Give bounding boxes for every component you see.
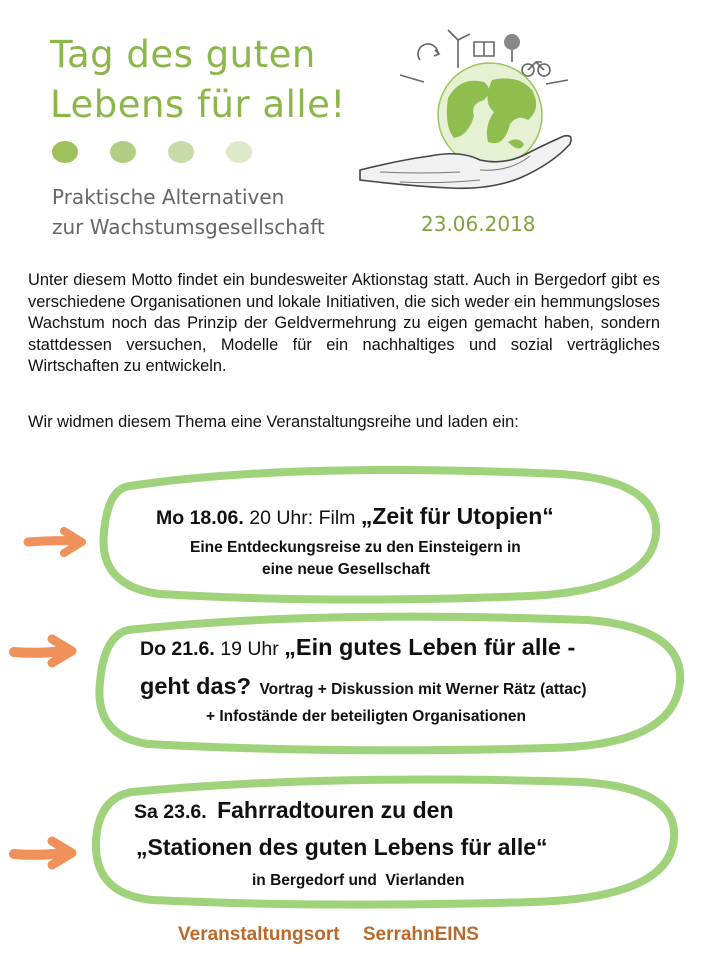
venue-name: SerrahnEINS <box>362 924 479 945</box>
event-1-time: 20 Uhr: <box>249 507 314 529</box>
venue-label: Veranstaltungsort <box>178 924 340 945</box>
event-2-title-line-1: „Ein gutes Leben für alle - <box>284 634 576 660</box>
event-1-day: Mo 18.06. <box>156 507 244 529</box>
intro-paragraph: Unter diesem Motto findet ein bundesweiter Aktionstag statt. Auch in Bergedorf gibt es verschiedene Organisationen und lokale Initiativen, die sich weder ein hemmungsloses Wachstum noch das Prinzip der Geldvermehrung zu eigen gemacht haben, sondern stattdessen versuchen, Modelle für ein nachhaltiges und sozial verträgliches Wirtschaften zu entwickeln. <box>28 271 660 375</box>
event-1-heading <box>156 503 554 530</box>
event-date: 23.06.2018 <box>421 212 536 236</box>
subtitle-line-1: Praktische Alternativen <box>52 185 285 209</box>
event-2-line-2 <box>140 673 587 700</box>
event-2-title-line-2: geht das? <box>140 673 251 699</box>
dot-3 <box>168 141 194 163</box>
event-1-desc-line-1: Eine Entdeckungsreise zu den Einsteigern in <box>190 539 521 556</box>
title-line-2: Lebens für alle! <box>50 83 346 126</box>
event-1-title: „Zeit für Utopien“ <box>360 503 554 529</box>
event-3-title-line-1: Fahrradtouren zu den <box>217 797 454 823</box>
poster-subtitle <box>52 182 325 242</box>
arrow-right-icon <box>8 632 80 672</box>
event-3-title-line-2: „Stationen des guten Lebens für alle“ <box>136 834 548 860</box>
title-line-1: Tag des guten <box>50 33 316 76</box>
poster-title <box>50 30 346 130</box>
arrow-right-icon <box>22 526 90 560</box>
event-1-desc-line-2: eine neue Gesellschaft <box>262 561 430 578</box>
event-3-heading <box>134 797 454 824</box>
event-2-time: 19 Uhr <box>220 638 279 660</box>
venue-line <box>178 924 479 946</box>
invite-text: Wir widmen diesem Thema eine Veranstaltungsreihe und laden ein: <box>28 413 519 431</box>
event-2-desc-line-1: Vortrag + Diskussion mit Werner Rätz (attac) <box>259 681 587 698</box>
subtitle-line-2: zur Wachstumsgesellschaft <box>52 215 325 239</box>
dot-2 <box>110 141 136 163</box>
event-3-desc-line-1: in Bergedorf und Vierlanden <box>252 872 465 889</box>
event-1-frame <box>90 466 668 606</box>
dot-1 <box>52 141 78 163</box>
dot-4 <box>226 141 252 163</box>
event-2-desc-line-2: + Infostände der beteiligten Organisationen <box>206 708 526 725</box>
event-1-kind: Film <box>318 507 356 529</box>
globe-in-hand-icon <box>340 20 580 200</box>
event-2-heading <box>140 634 575 661</box>
event-3-day: Sa 23.6. <box>134 801 207 823</box>
arrow-right-icon <box>8 834 80 874</box>
event-2-day: Do 21.6. <box>140 638 215 660</box>
